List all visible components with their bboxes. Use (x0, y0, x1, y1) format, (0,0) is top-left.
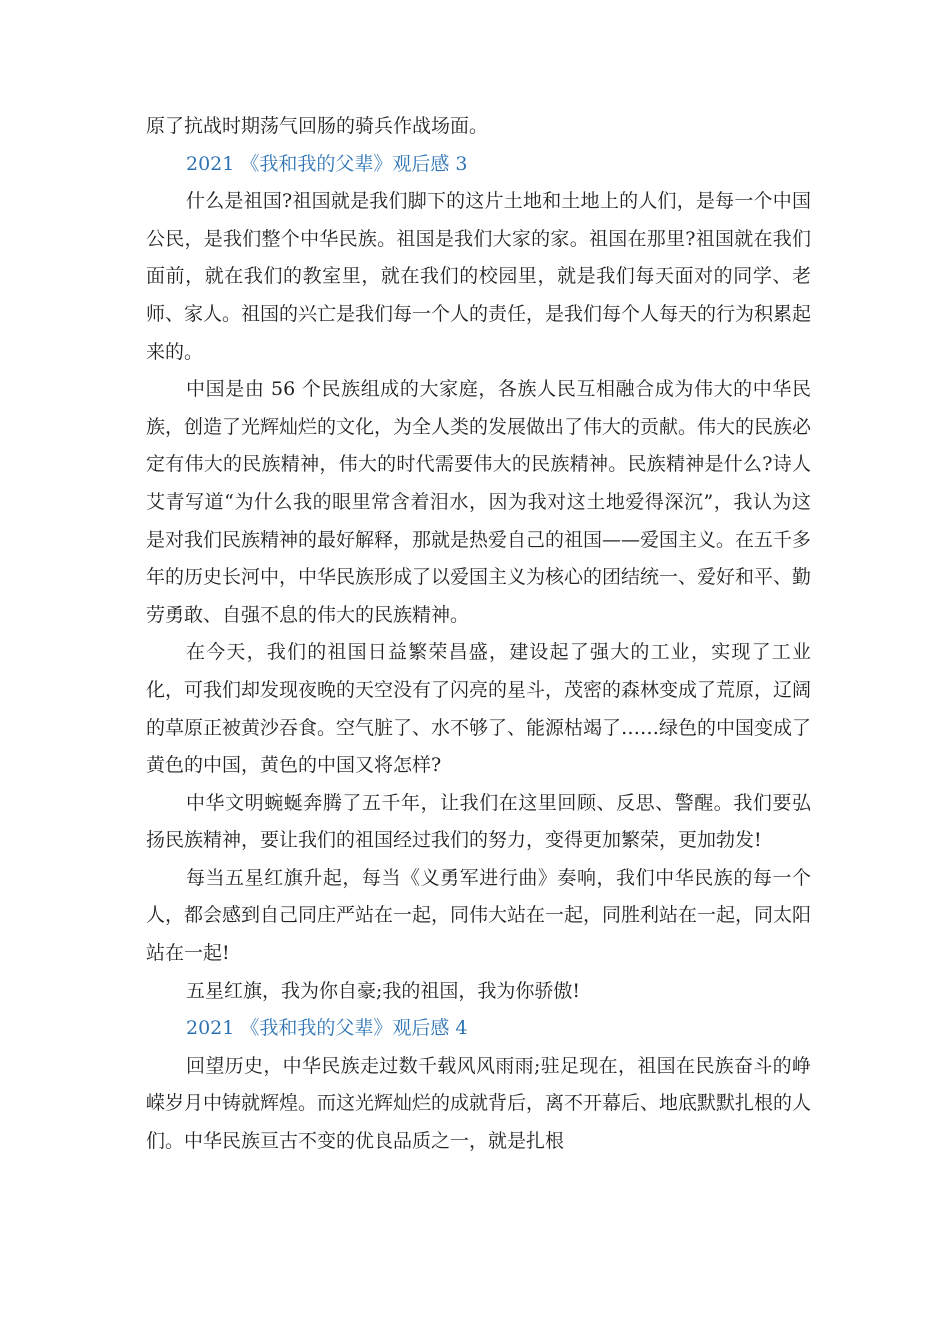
paragraph-flag-raising: 每当五星红旗升起，每当《义勇军进行曲》奏响，我们中华民族的每一个人，都会感到自己同庄严站在一起，同伟大站在一起，同胜利站在一起，同太阳站在一起! (146, 866, 812, 965)
section-heading-3: 2021 《我和我的父辈》观后感 3 (186, 152, 468, 175)
paragraph-history: 回望历史，中华民族走过数千载风风雨雨;驻足现在，祖国在民族奋斗的峥嵘岁月中铸就辉煌。而这光辉灿烂的成就背后，离不开幕后、地底默默扎根的人们。中华民族亘古不变的优良品质之一，就是扎根 (146, 1054, 812, 1153)
paragraph-national-spirit: 中国是由 56 个民族组成的大家庭，各族人民互相融合成为伟大的中华民族，创造了光辉灿烂的文化，为全人类的发展做出了伟大的贡献。伟大的民族必定有伟大的民族精神，伟大的时代需要伟大的民族精神。民族精神是什么?诗人艾青写道“为什么我的眼里常含着泪水，因为我对这土地爱得深沉”，我认为这是对我们民族精神的最好解释，那就是热爱自己的祖国——爱国主义。在五千多年的历史长河中，中华民族形成了以爱国主义为核心的团结统一、爱好和平、勤劳勇敢、自强不息的伟大的民族精神。 (146, 378, 812, 626)
document-page (146, 108, 811, 1161)
paragraph-continuation: 原了抗战时期荡气回肠的骑兵作战场面。 (146, 115, 489, 137)
paragraph-civilization: 中华文明蜿蜒奔腾了五千年，让我们在这里回顾、反思、警醒。我们要弘扬民族精神，要让我们的祖国经过我们的努力，变得更加繁荣，更加勃发! (146, 791, 811, 852)
paragraph-what-is-motherland: 什么是祖国?祖国就是我们脚下的这片土地和土地上的人们，是每一个中国公民，是我们整个中华民族。祖国是我们大家的家。祖国在那里?祖国就在我们面前，就在我们的教室里，就在我们的校园里，就是我们每天面对的同学、老师、家人。祖国的兴亡是我们每一个人的责任，是我们每个人每天的行为积累起来的。 (146, 190, 812, 363)
paragraph-pride: 五星红旗，我为你自豪;我的祖国，我为你骄傲! (186, 979, 581, 1002)
paragraph-environment: 在今天，我们的祖国日益繁荣昌盛，建设起了强大的工业，实现了工业化，可我们却发现夜晚的天空没有了闪亮的星斗，茂密的森林变成了荒原，辽阔的草原正被黄沙吞食。空气脏了、水不够了、能源枯竭了……绿色的中国变成了黄色的中国，黄色的中国又将怎样? (146, 641, 812, 777)
section-heading-4: 2021 《我和我的父辈》观后感 4 (186, 1017, 468, 1040)
